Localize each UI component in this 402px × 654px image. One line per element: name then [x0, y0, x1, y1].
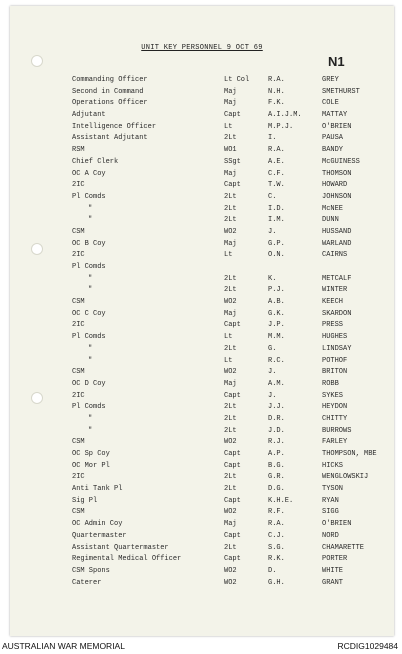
name-cell: JOHNSON	[322, 192, 352, 201]
appointment-cell: CSM	[72, 298, 85, 307]
appointment-cell: 2IC	[72, 181, 85, 190]
name-cell: SIGG	[322, 508, 339, 517]
personnel-row	[10, 484, 394, 496]
personnel-row	[10, 531, 394, 543]
appointment-cell: OC C Coy	[72, 309, 106, 318]
appointment-cell: Chief Clerk	[72, 157, 119, 166]
name-cell: NORD	[322, 531, 339, 540]
appointment-cell: "	[88, 286, 93, 295]
rank-cell: Maj	[224, 520, 237, 529]
personnel-row	[10, 285, 394, 297]
rank-cell: 2Lt	[224, 216, 237, 225]
personnel-row	[10, 192, 394, 204]
name-cell: BRITON	[322, 368, 348, 377]
appointment-cell: 2IC	[72, 251, 85, 260]
rank-cell: WO2	[224, 298, 237, 307]
initials-cell: I.	[268, 134, 277, 143]
rank-cell: Capt	[224, 555, 241, 564]
rank-cell: WO1	[224, 146, 237, 155]
name-cell: THOMSON	[322, 169, 352, 178]
personnel-row	[10, 391, 394, 403]
personnel-row	[10, 367, 394, 379]
name-cell: PAUSA	[322, 134, 344, 143]
rank-cell: WO2	[224, 578, 237, 587]
rank-cell: 2Lt	[224, 403, 237, 412]
appointment-cell: CSM Spons	[72, 566, 110, 575]
initials-cell: N.H.	[268, 87, 285, 96]
initials-cell: R.A.	[268, 146, 285, 155]
rank-cell: 2Lt	[224, 344, 237, 353]
initials-cell: C.	[268, 192, 277, 201]
rank-cell: 2Lt	[224, 473, 237, 482]
personnel-row	[10, 239, 394, 251]
document-page	[10, 6, 394, 636]
name-cell: SMETHURST	[322, 87, 360, 96]
personnel-row	[10, 274, 394, 286]
rank-cell: Capt	[224, 531, 241, 540]
personnel-row	[10, 204, 394, 216]
name-cell: POTHOF	[322, 356, 348, 365]
rank-cell: Maj	[224, 87, 237, 96]
name-cell: WARLAND	[322, 239, 352, 248]
rank-cell: 2Lt	[224, 192, 237, 201]
appointment-cell: "	[88, 216, 93, 225]
personnel-row	[10, 426, 394, 438]
name-cell: BURROWS	[322, 426, 352, 435]
personnel-row	[10, 110, 394, 122]
initials-cell: J.P.	[268, 321, 285, 330]
initials-cell: G.	[268, 344, 277, 353]
appointment-cell: Intelligence Officer	[72, 122, 157, 131]
appointment-cell: CSM	[72, 438, 85, 447]
personnel-row	[10, 566, 394, 578]
initials-cell: S.G.	[268, 543, 285, 552]
initials-cell: B.G.	[268, 461, 285, 470]
name-cell: MATTAY	[322, 111, 348, 120]
initials-cell: J.	[268, 227, 277, 236]
rank-cell: 2Lt	[224, 274, 237, 283]
initials-cell: G.K.	[268, 309, 285, 318]
initials-cell: R.C.	[268, 356, 285, 365]
personnel-row	[10, 472, 394, 484]
rank-cell: Capt	[224, 321, 241, 330]
rank-cell: Maj	[224, 379, 237, 388]
initials-cell: O.N.	[268, 251, 285, 260]
rank-cell: Capt	[224, 461, 241, 470]
initials-cell: P.J.	[268, 286, 285, 295]
personnel-row	[10, 122, 394, 134]
name-cell: WHITE	[322, 566, 344, 575]
personnel-row	[10, 449, 394, 461]
footer-record-id: RCDIG1029484	[337, 641, 398, 651]
initials-cell: A.B.	[268, 298, 285, 307]
rank-cell: SSgt	[224, 157, 241, 166]
rank-cell: Lt	[224, 333, 233, 342]
footer	[0, 638, 402, 654]
rank-cell: Maj	[224, 99, 237, 108]
document-code: N1	[328, 54, 345, 69]
appointment-cell: Regimental Medical Officer	[72, 555, 182, 564]
name-cell: WINTER	[322, 286, 348, 295]
initials-cell: C.J.	[268, 531, 285, 540]
initials-cell: J.	[268, 368, 277, 377]
personnel-row	[10, 157, 394, 169]
appointment-cell: Anti Tank Pl	[72, 485, 123, 494]
personnel-row	[10, 402, 394, 414]
appointment-cell: RSM	[72, 146, 85, 155]
appointment-cell: Pl Comds	[72, 263, 106, 271]
initials-cell: C.F.	[268, 169, 285, 178]
appointment-cell: Quartermaster	[72, 531, 127, 540]
name-cell: LINDSAY	[322, 344, 352, 353]
appointment-cell: Assistant Quartermaster	[72, 543, 169, 552]
appointment-cell: Adjutant	[72, 111, 106, 120]
rank-cell: Lt	[224, 251, 233, 260]
appointment-cell: "	[88, 204, 93, 213]
personnel-row	[10, 227, 394, 239]
personnel-list	[10, 75, 394, 589]
initials-cell: A.M.	[268, 379, 285, 388]
appointment-cell: CSM	[72, 508, 85, 517]
personnel-row	[10, 543, 394, 555]
initials-cell: R.F.	[268, 508, 285, 517]
initials-cell: R.A.	[268, 520, 285, 529]
personnel-row	[10, 250, 394, 262]
appointment-cell: Operations Officer	[72, 99, 148, 108]
appointment-cell: OC Admin Coy	[72, 520, 123, 529]
name-cell: METCALF	[322, 274, 352, 283]
personnel-row	[10, 87, 394, 99]
name-cell: HOWARD	[322, 181, 348, 190]
rank-cell: 2Lt	[224, 286, 237, 295]
rank-cell: WO2	[224, 227, 237, 236]
initials-cell: I.D.	[268, 204, 285, 213]
initials-cell: K.	[268, 274, 277, 283]
name-cell: HUGHES	[322, 333, 348, 342]
appointment-cell: Caterer	[72, 578, 102, 587]
initials-cell: R.K.	[268, 555, 285, 564]
appointment-cell: OC Sp Coy	[72, 450, 110, 458]
personnel-row	[10, 215, 394, 227]
rank-cell: 2Lt	[224, 204, 237, 213]
initials-cell: T.W.	[268, 181, 285, 190]
initials-cell: K.H.E.	[268, 496, 294, 505]
personnel-row	[10, 297, 394, 309]
name-cell: GRANT	[322, 578, 344, 587]
personnel-row	[10, 414, 394, 426]
appointment-cell: CSM	[72, 227, 85, 236]
rank-cell: Capt	[224, 391, 241, 400]
appointment-cell: CSM	[72, 368, 85, 377]
name-cell: RYAN	[322, 496, 339, 505]
appointment-cell: "	[88, 426, 93, 435]
name-cell: FARLEY	[322, 438, 348, 447]
rank-cell: WO2	[224, 438, 237, 447]
personnel-row	[10, 461, 394, 473]
name-cell: HUSSAND	[322, 227, 352, 236]
personnel-row	[10, 437, 394, 449]
appointment-cell: OC Mor Pl	[72, 461, 110, 470]
rank-cell: Maj	[224, 239, 237, 248]
initials-cell: A.P.	[268, 450, 285, 458]
initials-cell: R.J.	[268, 438, 285, 447]
name-cell: THOMPSON, MBE	[322, 450, 377, 458]
personnel-row	[10, 356, 394, 368]
personnel-row	[10, 496, 394, 508]
appointment-cell: "	[88, 414, 93, 423]
personnel-row	[10, 519, 394, 531]
appointment-cell: "	[88, 356, 93, 365]
name-cell: WENGLOWSKIJ	[322, 473, 369, 482]
personnel-row	[10, 507, 394, 519]
personnel-row	[10, 578, 394, 590]
name-cell: PORTER	[322, 555, 348, 564]
name-cell: O'BRIEN	[322, 520, 352, 529]
appointment-cell: Pl Comds	[72, 192, 106, 201]
rank-cell: Lt Col	[224, 76, 250, 84]
appointment-cell: Pl Comds	[72, 403, 106, 412]
initials-cell: R.A.	[268, 76, 285, 84]
punch-hole	[31, 55, 43, 67]
name-cell: SYKES	[322, 391, 344, 400]
rank-cell: Capt	[224, 450, 241, 458]
rank-cell: Maj	[224, 309, 237, 318]
initials-cell: D.G.	[268, 485, 285, 494]
name-cell: BANDY	[322, 146, 344, 155]
name-cell: KEECH	[322, 298, 344, 307]
name-cell: HEYDON	[322, 403, 348, 412]
name-cell: COLE	[322, 99, 339, 108]
appointment-cell: 2IC	[72, 473, 85, 482]
name-cell: PRESS	[322, 321, 344, 330]
initials-cell: J.	[268, 391, 277, 400]
appointment-cell: Assistant Adjutant	[72, 134, 148, 143]
initials-cell: M.P.J.	[268, 122, 294, 131]
rank-cell: 2Lt	[224, 134, 237, 143]
rank-cell: 2Lt	[224, 543, 237, 552]
name-cell: GREY	[322, 76, 339, 84]
personnel-row	[10, 75, 394, 87]
appointment-cell: "	[88, 344, 93, 353]
initials-cell: D.R.	[268, 414, 285, 423]
initials-cell: I.M.	[268, 216, 285, 225]
name-cell: TYSON	[322, 485, 344, 494]
appointment-cell: Second in Command	[72, 87, 144, 96]
appointment-cell: OC A Coy	[72, 169, 106, 178]
name-cell: DUNN	[322, 216, 339, 225]
initials-cell: G.H.	[268, 578, 285, 587]
rank-cell: Capt	[224, 181, 241, 190]
name-cell: CHAMARETTE	[322, 543, 365, 552]
rank-cell: Capt	[224, 496, 241, 505]
document-heading: UNIT KEY PERSONNEL 9 OCT 69	[141, 44, 263, 52]
name-cell: McNEE	[322, 204, 344, 213]
initials-cell: M.M.	[268, 333, 285, 342]
personnel-row	[10, 320, 394, 332]
rank-cell: Lt	[224, 122, 233, 131]
initials-cell: A.I.J.M.	[268, 111, 302, 120]
personnel-row	[10, 344, 394, 356]
rank-cell: WO2	[224, 566, 237, 575]
initials-cell: G.P.	[268, 239, 285, 248]
rank-cell: Maj	[224, 169, 237, 178]
personnel-row	[10, 379, 394, 391]
appointment-cell: Commanding Officer	[72, 76, 148, 84]
appointment-cell: OC B Coy	[72, 239, 106, 248]
appointment-cell: "	[88, 274, 93, 283]
rank-cell: 2Lt	[224, 414, 237, 423]
rank-cell: WO2	[224, 368, 237, 377]
rank-cell: 2Lt	[224, 485, 237, 494]
initials-cell: J.D.	[268, 426, 285, 435]
initials-cell: J.J.	[268, 403, 285, 412]
personnel-row	[10, 98, 394, 110]
personnel-row	[10, 169, 394, 181]
initials-cell: F.K.	[268, 99, 285, 108]
personnel-row	[10, 133, 394, 145]
initials-cell: G.R.	[268, 473, 285, 482]
name-cell: CAIRNS	[322, 251, 348, 260]
rank-cell: Lt	[224, 356, 233, 365]
name-cell: HICKS	[322, 461, 344, 470]
personnel-row	[10, 180, 394, 192]
name-cell: McGUINESS	[322, 157, 360, 166]
appointment-cell: 2IC	[72, 391, 85, 400]
personnel-row	[10, 554, 394, 566]
personnel-row	[10, 309, 394, 321]
name-cell: CHITTY	[322, 414, 348, 423]
initials-cell: A.E.	[268, 157, 285, 166]
personnel-row	[10, 262, 394, 274]
appointment-cell: Sig Pl	[72, 496, 98, 505]
footer-source: AUSTRALIAN WAR MEMORIAL	[2, 641, 125, 651]
rank-cell: WO2	[224, 508, 237, 517]
appointment-cell: 2IC	[72, 321, 85, 330]
initials-cell: D.	[268, 566, 277, 575]
rank-cell: Capt	[224, 111, 241, 120]
appointment-cell: Pl Comds	[72, 333, 106, 342]
name-cell: SKARDON	[322, 309, 352, 318]
personnel-row	[10, 145, 394, 157]
rank-cell: 2Lt	[224, 426, 237, 435]
name-cell: ROBB	[322, 379, 339, 388]
personnel-row	[10, 332, 394, 344]
appointment-cell: OC D Coy	[72, 379, 106, 388]
name-cell: O'BRIEN	[322, 122, 352, 131]
